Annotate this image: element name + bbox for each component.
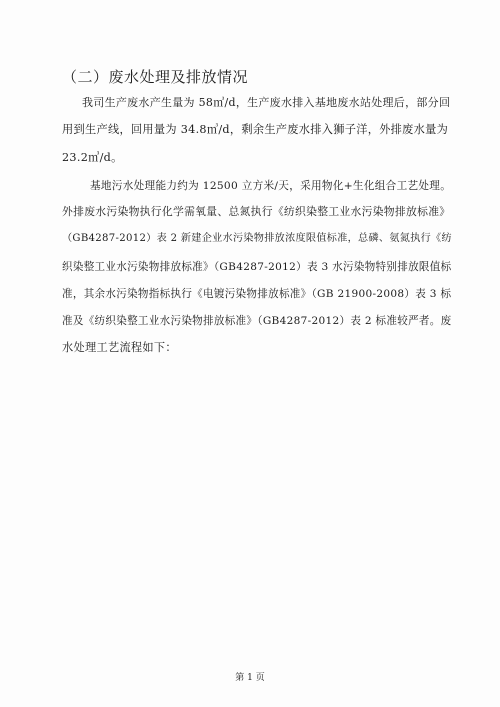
paragraph1-line-1: 我司生产废水产生量为 58㎥/d，生产废水排入基地废水站处理后，部分回 [82, 96, 451, 109]
paragraph2-line-2: 外排废水污染物执行化学需氧量、总氮执行《纺织染整工业水污染物排放标准》 [62, 205, 451, 218]
paragraph2-line-4: 织染整工业水污染物排放标准》（GB4287-2012）表 3 水污染物特别排放限值标 [62, 261, 452, 273]
section-heading: （二）废水处理及排放情况 [62, 68, 249, 86]
page-number: 第 1 页 [235, 673, 265, 683]
paragraph2-line-6: 准及《纺织染整工业水污染物排放标准》（GB4287-2012）表 2 标准较严者。废 [62, 315, 452, 327]
paragraph1-line-3: 23.2㎥/d。 [62, 151, 123, 164]
paragraph1-line-2: 用到生产线，回用量为 34.8㎥/d，剩余生产废水排入狮子洋，外排废水量为 [62, 123, 449, 136]
paragraph2-line-1: 基地污水处理能力约为 12500 立方米/天，采用物化+生化组合工艺处理。 [90, 179, 452, 192]
paragraph2-line-3: （GB4287-2012）表 2 新建企业水污染物排放浓度限值标准，总磷、氨氮执行《纺 [62, 233, 452, 244]
paragraph2-line-7: 水处理工艺流程如下： [62, 341, 177, 354]
paragraph2-line-5: 准，其余水污染物指标执行《电镀污染物排放标准》（GB 21900-2008）表 3 标 [62, 288, 452, 300]
